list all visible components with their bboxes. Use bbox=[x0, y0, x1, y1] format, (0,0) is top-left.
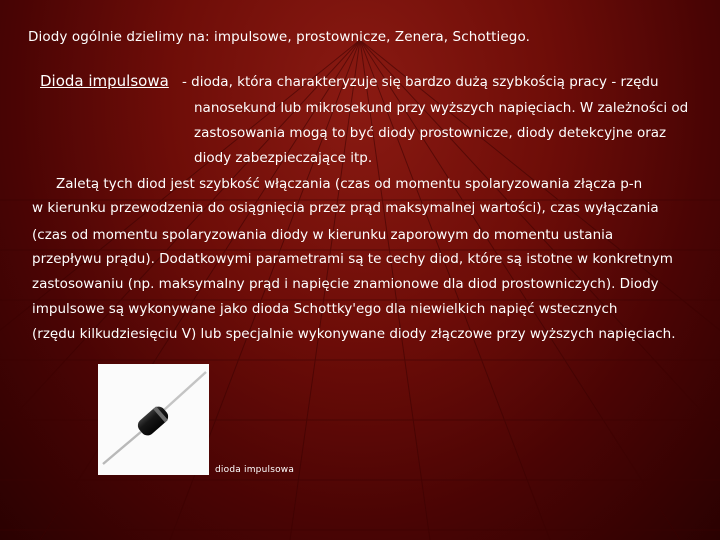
definition-line: nanosekund lub mikrosekund przy wyższych napięciach. W zależności od bbox=[194, 100, 689, 116]
body-line: w kierunku przewodzenia do osiągnięcia przez prąd maksymalnej wartości), czas wyłączania bbox=[32, 200, 659, 216]
diode-photo bbox=[98, 364, 209, 475]
body-line: (czas od momentu spolaryzowania diody w kierunku zaporowym do momentu ustania bbox=[32, 227, 614, 243]
body-line: zastosowaniu (np. maksymalny prąd i napięcie znamionowe dla diod prostowniczych). Diody bbox=[32, 276, 659, 292]
definition-line: - dioda, która charakteryzuje się bardzo dużą szybkością pracy - rzędu bbox=[182, 74, 659, 90]
body-line: Zaletą tych diod jest szybkość włączania (czas od momentu spolaryzowania złącza p-n bbox=[56, 176, 643, 192]
body-line: (rzędu kilkudziesięciu V) lub specjalnie wykonywane diody złączowe przy wyższych napięciach. bbox=[32, 326, 676, 342]
image-caption: dioda impulsowa bbox=[215, 465, 295, 475]
intro-text: Diody ogólnie dzielimy na: impulsowe, prostownicze, Zenera, Schottiego. bbox=[28, 29, 530, 45]
term-heading bbox=[40, 72, 169, 90]
term-label: Dioda impulsowa bbox=[40, 72, 169, 90]
definition-line: zastosowania mogą to być diody prostownicze, diody detekcyjne oraz bbox=[194, 125, 667, 141]
diode-image bbox=[98, 364, 209, 475]
body-line: impulsowe są wykonywane jako dioda Schottky'ego dla niewielkich napięć wstecznych bbox=[32, 301, 618, 317]
body-line: przepływu prądu). Dodatkowymi parametrami są te cechy diod, które są istotne w konkretnym bbox=[32, 251, 673, 267]
definition-line: diody zabezpieczające itp. bbox=[194, 150, 373, 166]
